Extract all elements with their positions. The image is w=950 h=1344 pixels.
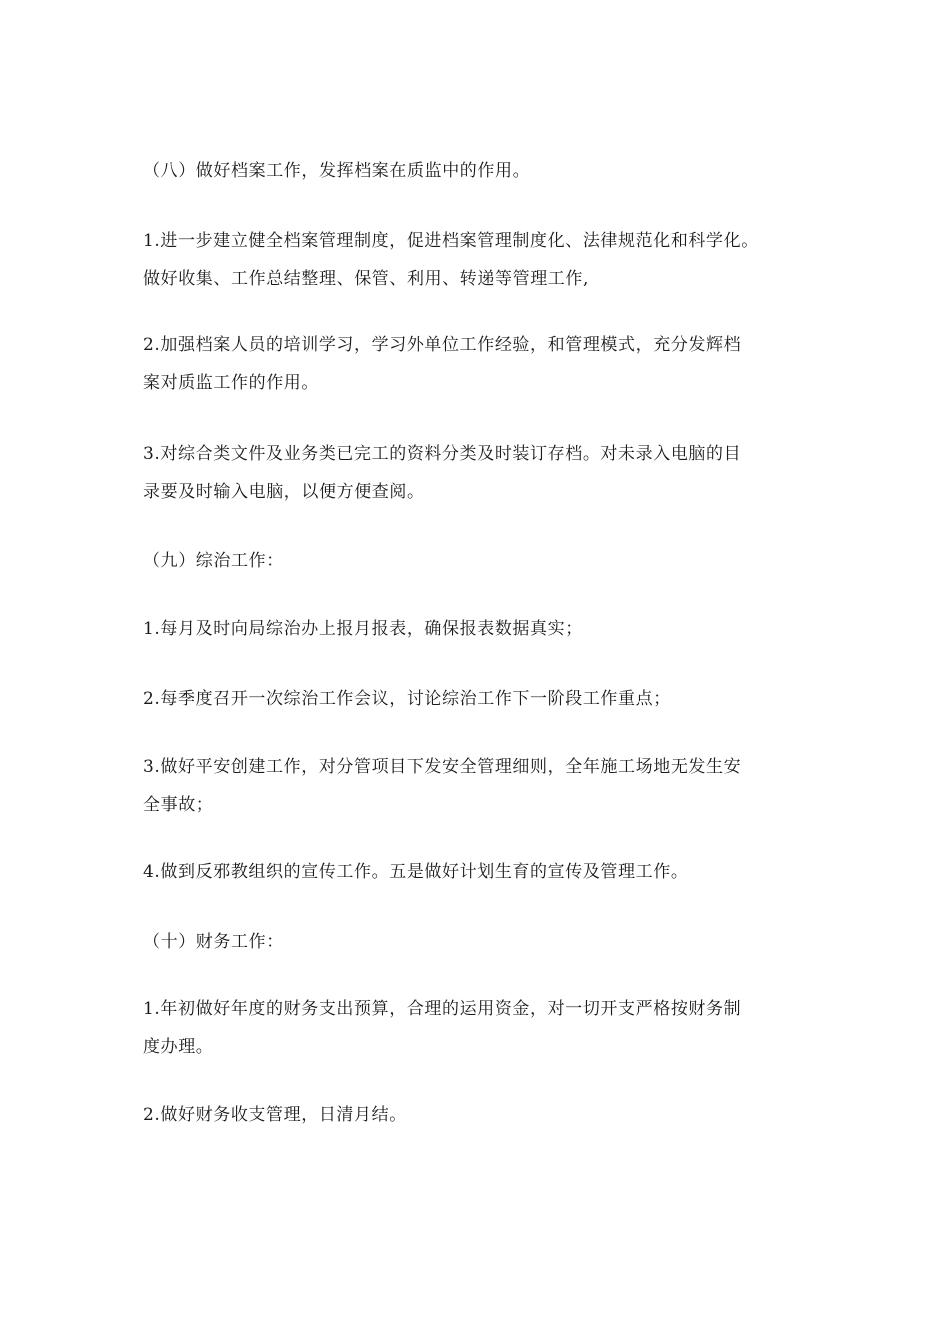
paragraph-line: 做好收集、工作总结整理、保管、利用、转递等管理工作, xyxy=(143,269,590,289)
paragraph-line: 1.进一步建立健全档案管理制度，促进档案管理制度化、法律规范化和科学化。 xyxy=(143,231,759,251)
paragraph-line: 1.每月及时向局综治办上报月报表，确保报表数据真实； xyxy=(143,619,583,639)
paragraph-line: 3.做好平安创建工作，对分管项目下发安全管理细则，全年施工场地无发生安 xyxy=(143,757,742,777)
paragraph-line: 1.年初做好年度的财务支出预算，合理的运用资金，对一切开支严格按财务制 xyxy=(143,999,742,1019)
paragraph-line: 全事故； xyxy=(143,795,214,815)
archive-item-3 xyxy=(143,435,813,511)
heading-line: （九）综治工作： xyxy=(143,551,284,571)
paragraph-line: 2.做好财务收支管理，日清月结。 xyxy=(143,1105,407,1125)
security-item-3 xyxy=(143,748,813,824)
security-item-1 xyxy=(143,610,813,648)
heading-line: （八）做好档案工作，发挥档案在质监中的作用。 xyxy=(143,161,531,181)
section-heading-8 xyxy=(143,152,813,190)
paragraph-line: 度办理。 xyxy=(143,1037,214,1057)
section-heading-9 xyxy=(143,542,813,580)
finance-item-2 xyxy=(143,1096,813,1134)
security-item-4 xyxy=(143,853,813,891)
paragraph-line: 2.每季度召开一次综治工作会议，讨论综治工作下一阶段工作重点； xyxy=(143,689,671,709)
paragraph-line: 2.加强档案人员的培训学习，学习外单位工作经验，和管理模式，充分发辉档 xyxy=(143,335,742,355)
paragraph-line: 3.对综合类文件及业务类已完工的资料分类及时装订存档。对未录入电脑的目 xyxy=(143,444,742,464)
archive-item-1 xyxy=(143,222,813,298)
paragraph-line: 录要及时输入电脑，以便方便查阅。 xyxy=(143,482,425,502)
heading-line: （十）财务工作： xyxy=(143,932,284,952)
paragraph-line: 4.做到反邪教组织的宣传工作。五是做好计划生育的宣传及管理工作。 xyxy=(143,862,689,882)
section-heading-10 xyxy=(143,923,813,961)
security-item-2 xyxy=(143,680,813,718)
paragraph-line: 案对质监工作的作用。 xyxy=(143,373,319,393)
finance-item-1 xyxy=(143,990,813,1066)
archive-item-2 xyxy=(143,326,813,402)
